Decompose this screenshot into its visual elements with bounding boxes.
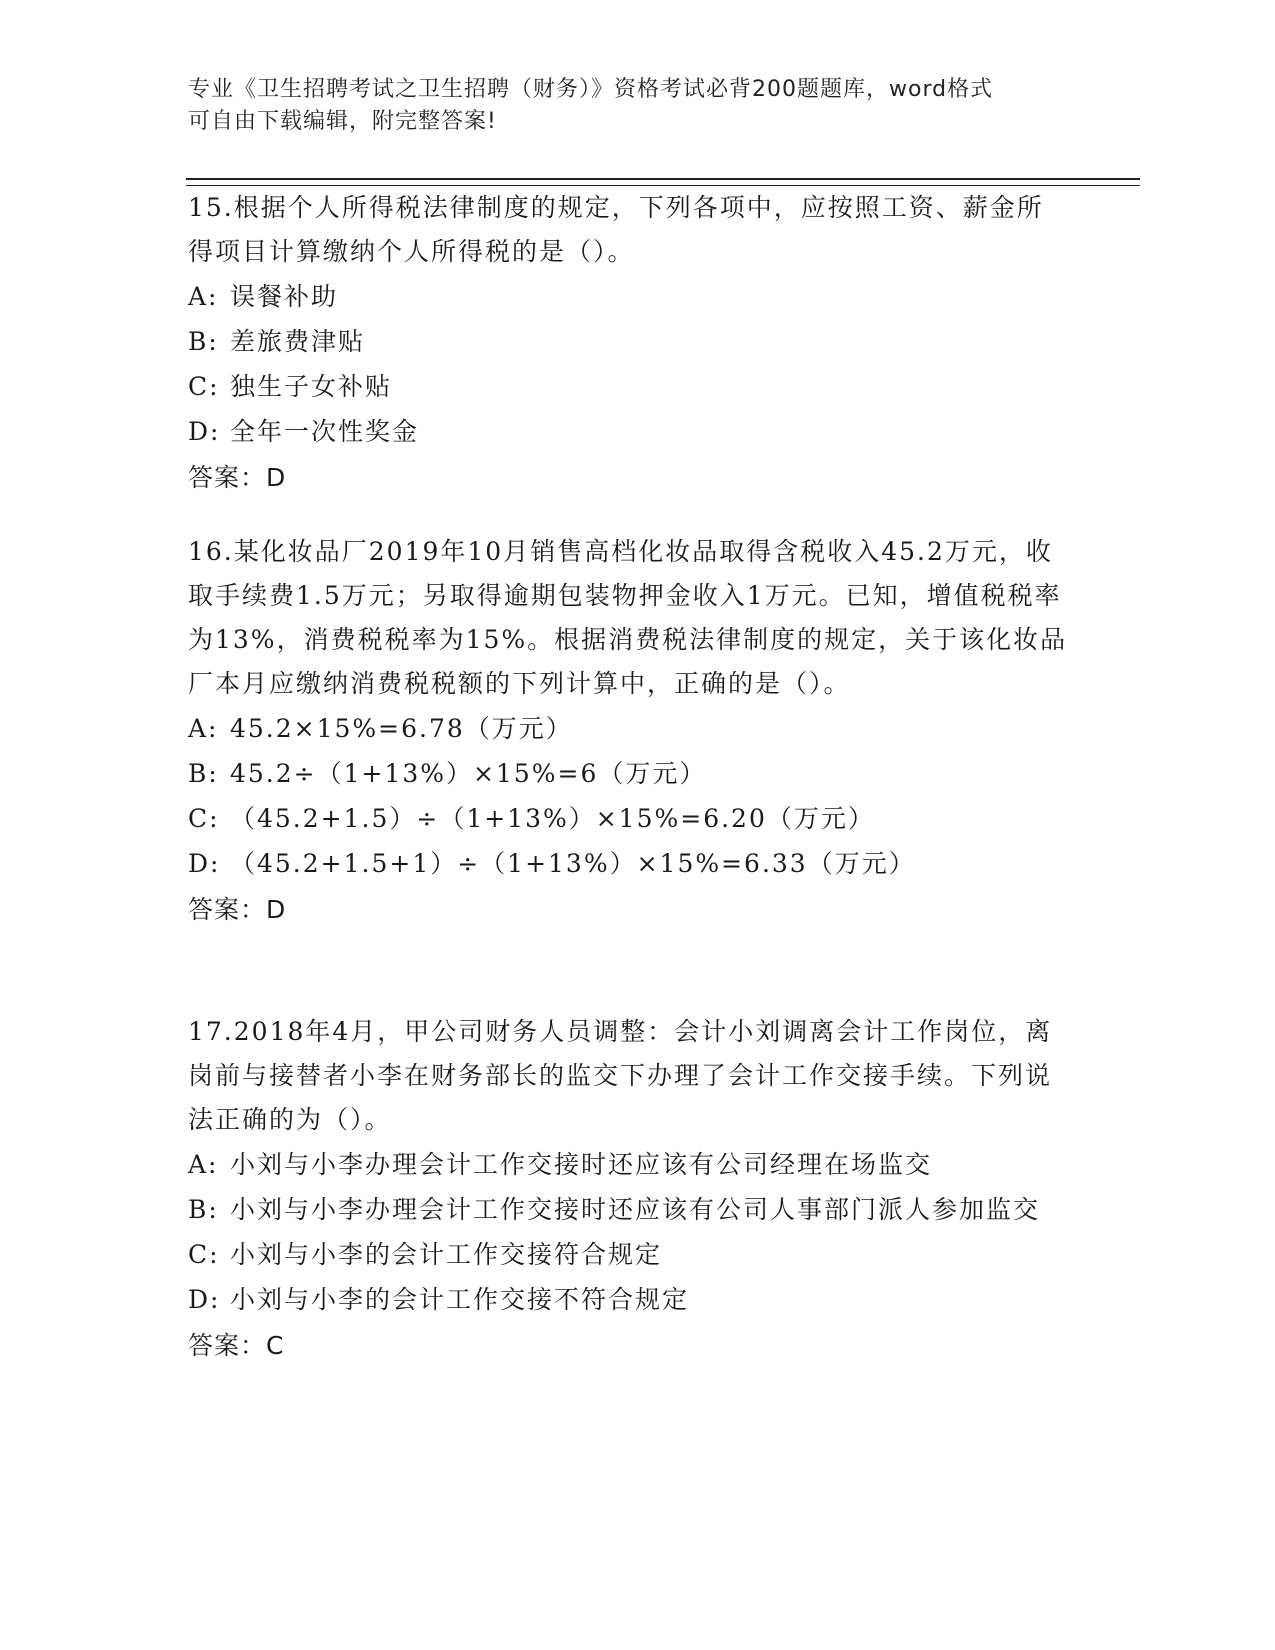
option-letter: A: — [188, 714, 219, 743]
option-text: 45.2×15%=6.78（万元） — [230, 714, 573, 743]
option-d — [188, 841, 1068, 886]
option-text: 小刘与小李的会计工作交接符合规定 — [230, 1240, 663, 1269]
option-text: 小刘与小李办理会计工作交接时还应该有公司人事部门派人参加监交 — [230, 1195, 1041, 1224]
option-letter: A: — [188, 282, 219, 311]
option-text: 误餐补助 — [230, 282, 339, 311]
question-17 — [188, 1010, 1068, 1368]
option-a — [188, 1142, 1068, 1187]
question-16 — [188, 530, 1068, 932]
option-letter: A: — [188, 1150, 219, 1179]
question-15 — [188, 186, 1068, 500]
option-a — [188, 706, 1068, 751]
option-text: （45.2+1.5）÷（1+13%）×15%=6.20（万元） — [230, 804, 875, 833]
option-d — [188, 409, 1068, 454]
option-letter: B: — [188, 1195, 219, 1224]
answer: 答案：D — [188, 463, 287, 492]
option-text: 45.2÷（1+13%）×15%=6（万元） — [230, 759, 707, 788]
option-text: 小刘与小李的会计工作交接不符合规定 — [230, 1285, 690, 1314]
question-stem: 16.某化妆品厂2019年10月销售高档化妆品取得含税收入45.2万元，收取手续费1.5万元；另取得逾期包装物押金收入1万元。已知，增值税税率为13%，消费税税率为15%。根据消费税法律制度的规定，关于该化妆品厂本月应缴纳消费税税额的下列计算中，正确的是（）。 — [188, 537, 1068, 698]
option-c — [188, 364, 1068, 409]
option-letter: C: — [188, 1240, 220, 1269]
option-letter: D: — [188, 417, 221, 446]
option-letter: D: — [188, 849, 221, 878]
option-a — [188, 274, 1068, 319]
option-d — [188, 1277, 1068, 1322]
question-stem: 17.2018年4月，甲公司财务人员调整：会计小刘调离会计工作岗位，离岗前与接替者小李在财务部长的监交下办理了会计工作交接手续。下列说法正确的为（）。 — [188, 1017, 1053, 1134]
header-line-2: 可自由下载编辑，附完整答案! — [188, 109, 497, 134]
header-divider-thick — [186, 178, 1140, 180]
option-letter: C: — [188, 804, 220, 833]
option-text: 差旅费津贴 — [230, 327, 366, 356]
option-b — [188, 319, 1068, 364]
header-line-1: 专业《卫生招聘考试之卫生招聘（财务）》资格考试必背200题题库，word格式 — [188, 77, 994, 102]
option-letter: B: — [188, 759, 219, 788]
option-b — [188, 751, 1068, 796]
option-letter: D: — [188, 1285, 221, 1314]
answer: 答案：C — [188, 1331, 285, 1360]
answer: 答案：D — [188, 895, 287, 924]
option-text: 独生子女补贴 — [230, 372, 393, 401]
option-letter: B: — [188, 327, 219, 356]
option-text: 小刘与小李办理会计工作交接时还应该有公司经理在场监交 — [230, 1150, 933, 1179]
option-c — [188, 796, 1068, 841]
document-header — [188, 74, 1068, 138]
option-b — [188, 1187, 1068, 1232]
option-letter: C: — [188, 372, 220, 401]
option-text: （45.2+1.5+1）÷（1+13%）×15%=6.33（万元） — [230, 849, 916, 878]
question-stem: 15.根据个人所得税法律制度的规定，下列各项中，应按照工资、薪金所得项目计算缴纳个人所得税的是（）。 — [188, 193, 1044, 266]
option-text: 全年一次性奖金 — [230, 417, 420, 446]
option-c — [188, 1232, 1068, 1277]
